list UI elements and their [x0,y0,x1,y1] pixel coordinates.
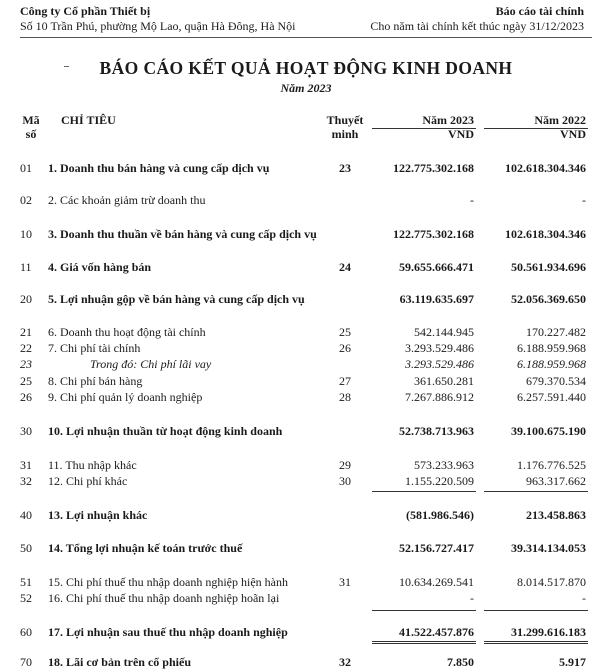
row-value-2022: - [582,193,586,207]
row-value-2022: 6.257.591.440 [517,390,586,404]
table-row [0,193,612,208]
unit-2023-label: VND [448,127,474,141]
table-row [0,591,612,606]
row-code: 11 [20,260,32,274]
row-value-2022: 963.317.662 [526,474,586,488]
subtotal-line-2023 [372,491,476,492]
row-label: 11. Thu nhập khác [48,458,137,472]
table-row [0,458,612,473]
row-note: 25 [339,325,351,339]
row-note: 23 [339,161,351,175]
header-underline-2022 [484,128,588,129]
row-label: 14. Tổng lợi nhuận kế toán trước thuế [48,541,243,555]
row-value-2023: 52.156.727.417 [399,541,474,555]
subtotal-line-2022 [484,491,588,492]
page-subtitle: Năm 2023 [280,81,332,95]
row-code: 21 [20,325,32,339]
row-value-2022: 31.299.616.183 [511,625,586,639]
row-value-2022: 5.917 [559,655,586,669]
table-row [0,161,612,176]
row-label: 10. Lợi nhuận thuần từ hoạt động kinh doanh [48,424,283,438]
row-value-2023: 122.775.302.168 [393,227,474,241]
table-row [0,424,612,439]
row-value-2023: 542.144.945 [414,325,474,339]
table-row [0,474,612,489]
row-value-2023: 361.650.281 [414,374,474,388]
row-label: Trong đó: Chi phí lãi vay [90,357,212,371]
row-label: 13. Lợi nhuận khác [48,508,148,522]
row-value-2023: 573.233.963 [414,458,474,472]
row-label: 16. Chi phí thuế thu nhập doanh nghiệp hoãn lại [48,591,280,605]
total-line-2022 [484,610,588,611]
row-value-2022: 213.458.863 [526,508,586,522]
row-code: 40 [20,508,32,522]
row-note: 26 [339,341,351,355]
row-value-2023: 3.293.529.486 [405,357,474,371]
column-header-thuyet-minh [325,113,365,141]
row-code: 70 [20,655,32,669]
table-row [0,390,612,405]
row-value-2022: - [582,591,586,605]
table-row [0,374,612,389]
row-value-2023: - [470,591,474,605]
row-code: 32 [20,474,32,488]
final-double-line-2022 [484,641,588,644]
row-code: 26 [20,390,32,404]
row-value-2023: 7.267.886.912 [405,390,474,404]
row-code: 60 [20,625,32,639]
company-name: Công ty Cổ phần Thiết bị [20,4,151,18]
row-label: 15. Chi phí thuế thu nhập doanh nghiệp hiện hành [48,575,288,589]
row-code: 52 [20,591,32,605]
row-value-2022: 679.370.534 [526,374,586,388]
row-code: 23 [20,357,32,371]
row-value-2023: 52.738.713.963 [399,424,474,438]
year-2023-label: Năm 2023 [422,113,474,127]
row-label: 18. Lãi cơ bản trên cổ phiếu [48,655,191,669]
table-row [0,341,612,356]
row-value-2023: 10.634.269.541 [399,575,474,589]
row-label: 5. Lợi nhuận gộp về bán hàng và cung cấp dịch vụ [48,292,305,306]
row-label: 1. Doanh thu bán hàng và cung cấp dịch vụ [48,161,270,175]
thuyet-minh-label-1: Thuyết [326,113,364,127]
page-title: BÁO CÁO KẾT QUẢ HOẠT ĐỘNG KINH DOANH [99,58,513,78]
row-code: 30 [20,424,32,438]
report-header [370,4,584,34]
row-label: 7. Chi phí tài chính [48,341,141,355]
row-value-2022: 6.188.959.968 [517,357,586,371]
row-value-2022: 102.618.304.346 [505,161,586,175]
column-header-chi-tieu: CHỈ TIÊU [61,113,116,127]
row-note: 24 [339,260,351,274]
row-value-2022: 102.618.304.346 [505,227,586,241]
row-value-2022: 52.056.369.650 [511,292,586,306]
column-header-year-2023 [368,113,474,141]
final-double-line-2023 [372,641,476,644]
ma-so-label-2: số [25,127,37,141]
row-code: 51 [20,575,32,589]
row-label: 2. Các khoản giảm trừ doanh thu [48,193,206,207]
table-row [0,575,612,590]
table-row [0,325,612,340]
row-code: 20 [20,292,32,306]
row-code: 25 [20,374,32,388]
row-label: 6. Doanh thu hoạt động tài chính [48,325,206,339]
row-value-2023: 7.850 [447,655,474,669]
table-row [0,541,612,556]
row-value-2022: 170.227.482 [526,325,586,339]
column-header-ma-so [20,113,42,141]
row-label: 17. Lợi nhuận sau thuế thu nhập doanh nghiệp [48,625,288,639]
thuyet-minh-label-2: minh [331,127,359,141]
header-underline-2023 [372,128,476,129]
table-row [0,655,612,670]
row-note: 32 [339,655,351,669]
unit-2022-label: VND [560,127,586,141]
header-divider [20,37,592,38]
row-note: 27 [339,374,351,388]
company-header [20,4,296,34]
row-value-2023: 1.155.220.509 [405,474,474,488]
row-value-2023: (581.986.546) [406,508,474,522]
row-value-2022: 39.100.675.190 [511,424,586,438]
row-label: 8. Chi phí bán hàng [48,374,143,388]
row-note: 30 [339,474,351,488]
row-value-2023: 3.293.529.486 [405,341,474,355]
ma-so-label-1: Mã [22,113,40,127]
row-value-2023: - [470,193,474,207]
row-note: 29 [339,458,351,472]
table-row [0,260,612,275]
row-label: 12. Chi phí khác [48,474,128,488]
report-period: Cho năm tài chính kết thúc ngày 31/12/2023 [370,19,584,33]
table-row [0,292,612,307]
row-note: 31 [339,575,351,589]
table-row [0,625,612,640]
table-row [0,227,612,242]
total-line-2023 [372,610,476,611]
row-label: 9. Chi phí quản lý doanh nghiệp [48,390,203,404]
row-code: 50 [20,541,32,555]
report-type: Báo cáo tài chính [495,4,584,18]
row-value-2022: 1.176.776.525 [517,458,586,472]
table-row [0,357,612,372]
row-code: 02 [20,193,32,207]
row-note: 28 [339,390,351,404]
row-value-2023: 59.655.666.471 [399,260,474,274]
company-address: Số 10 Trần Phú, phường Mộ Lao, quận Hà Đông, Hà Nội [20,19,296,33]
row-code: 01 [20,161,32,175]
row-value-2023: 63.119.635.697 [399,292,474,306]
row-value-2022: 6.188.959.968 [517,341,586,355]
table-row [0,508,612,523]
row-value-2022: 8.014.517.870 [517,575,586,589]
row-value-2022: 39.314.134.053 [511,541,586,555]
row-value-2023: 122.775.302.168 [393,161,474,175]
column-header-year-2022 [480,113,586,141]
row-code: 22 [20,341,32,355]
row-label: 4. Giá vốn hàng bán [48,260,152,274]
row-code: 31 [20,458,32,472]
row-value-2023: 41.522.457.876 [399,625,474,639]
row-code: 10 [20,227,32,241]
row-value-2022: 50.561.934.696 [511,260,586,274]
year-2022-label: Năm 2022 [534,113,586,127]
row-label: 3. Doanh thu thuần về bán hàng và cung cấp dịch vụ [48,227,317,241]
